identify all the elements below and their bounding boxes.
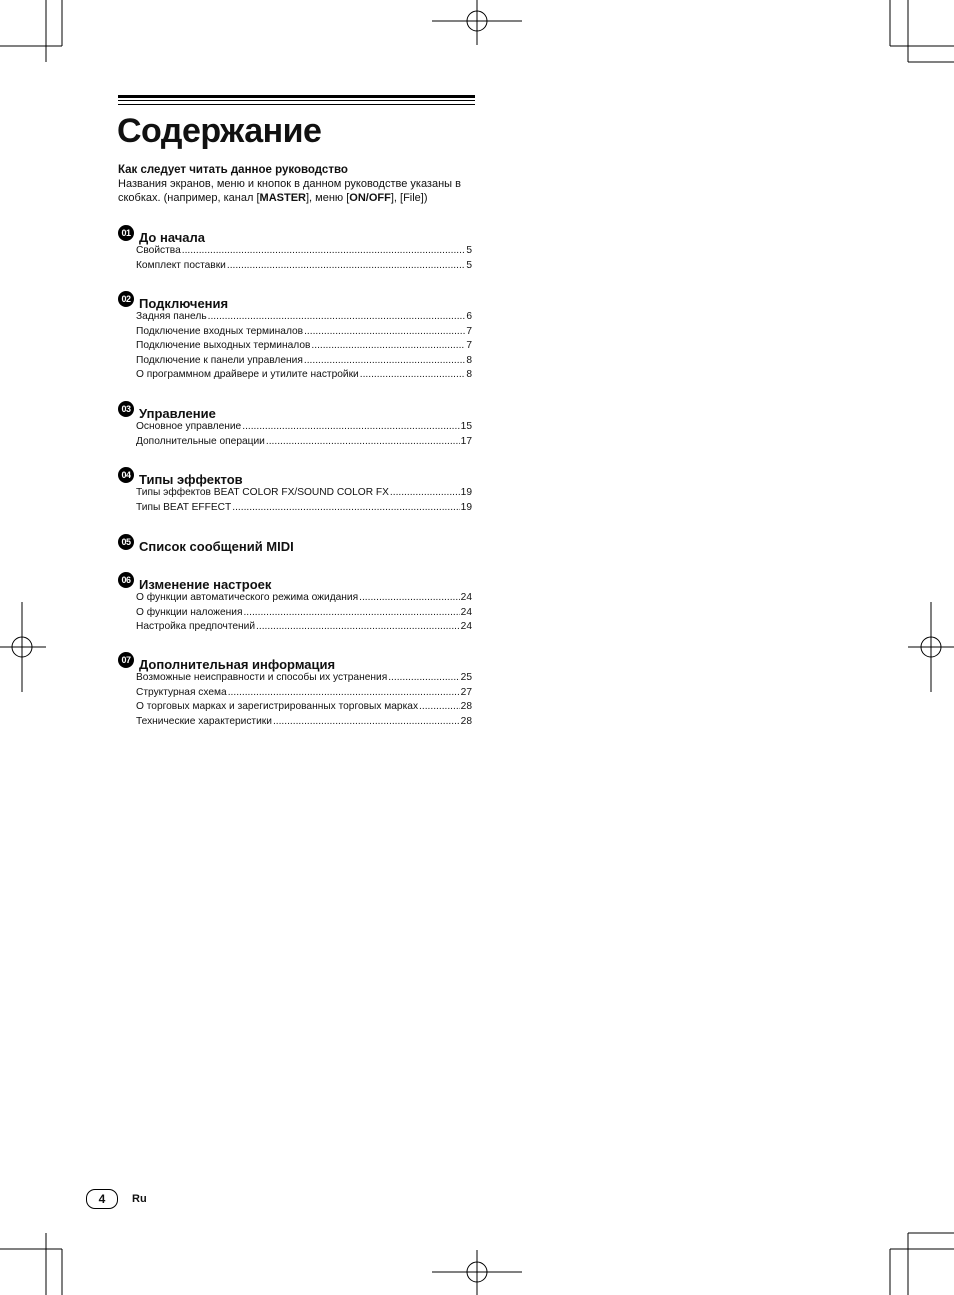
intro-block [118,163,478,205]
toc-entry[interactable] [136,715,472,730]
section-title: Список сообщений MIDI [139,538,294,554]
toc-entry[interactable] [136,486,472,501]
toc-entry-label: Технические характеристики [136,715,272,727]
toc-entry-page: 28 [460,701,472,712]
section-number-badge: 07 [118,652,134,668]
toc-entry[interactable] [136,325,472,340]
toc-section [118,292,474,383]
toc-entry[interactable] [136,259,472,274]
toc-entry[interactable] [136,354,472,369]
toc-entry[interactable] [136,368,472,383]
toc-entry-page: 19 [460,501,472,513]
intro-heading: Как следует читать данное руководство [118,164,348,176]
dot-leader [208,310,466,325]
toc-entry-label: Подключение входных терминалов [136,325,304,337]
section-heading[interactable] [118,653,474,671]
toc-entry-label: Комплект поставки [136,259,226,271]
toc-entry-label: О программном драйвере и утилите настройки [136,369,359,380]
toc-entry-label: Возможные неисправности и способы их устранения [136,672,388,683]
toc-entry-page: 24 [460,592,472,603]
toc-entry-label: Типы BEAT EFFECT [136,501,232,513]
toc-entry[interactable] [136,310,472,325]
toc-section [118,226,474,273]
section-entries [136,244,474,273]
section-heading[interactable] [118,402,474,420]
section-title: Изменение настроек [139,576,272,592]
dot-leader [228,686,460,701]
dot-leader [304,354,465,369]
section-heading[interactable] [118,292,474,310]
language-code: Ru [132,1193,147,1205]
section-entries [136,671,474,729]
toc-entry-page: 25 [460,672,472,683]
dot-leader [359,591,460,606]
dot-leader [273,715,460,730]
page-title: Содержание [117,112,322,150]
toc-entry-page: 19 [460,487,472,498]
intro-line2-c: ], меню [ [305,192,350,204]
intro-line2-onoff: ON/OFF [349,192,391,204]
toc-entry-label: О торговых марках и зарегистрированных торговых марках [136,701,419,712]
intro-text [118,177,478,205]
toc-entry[interactable] [136,591,472,606]
section-heading[interactable] [118,226,474,244]
toc-entry-label: Задняя панель [136,311,207,322]
section-heading[interactable] [118,535,474,553]
section-number-badge: 04 [118,467,134,483]
section-number-badge: 06 [118,572,134,588]
toc-entry-page: 5 [466,245,472,256]
toc-entry-page: 6 [466,311,472,322]
dot-leader [242,420,459,435]
toc-section [118,653,474,729]
section-entries [136,591,474,635]
intro-line2-a: скобках. (например, канал [ [118,192,260,204]
toc-entry-label: Настройка предпочтений [136,621,256,632]
toc-entry[interactable] [136,620,472,635]
toc-section [118,535,474,553]
toc-entry-page: 8 [466,369,472,380]
toc-entry-page: 7 [466,325,472,337]
toc-entry-label: О функции наложения [136,606,243,618]
header-rules [118,95,475,105]
intro-line2-master: MASTER [259,192,306,204]
toc-entry-label: О функции автоматического режима ожидания [136,592,359,603]
toc-section [118,468,474,515]
dot-leader [390,486,460,501]
section-number-badge: 01 [118,225,134,241]
section-entries [136,310,474,383]
dot-leader [388,671,459,686]
section-entries [136,420,474,449]
section-title: Дополнительная информация [139,656,336,672]
toc-entry-page: 5 [466,259,472,271]
toc-entry-label: Подключение к панели управления [136,354,303,366]
toc-entry[interactable] [136,501,472,516]
section-title: Типы эффектов [139,471,243,487]
section-heading[interactable] [118,468,474,486]
dot-leader [360,368,466,383]
toc-entry[interactable] [136,606,472,621]
section-title: Управление [139,405,216,421]
intro-line1: Названия экранов, меню и кнопок в данном руководстве указаны в [118,178,461,190]
toc-entry-page: 17 [460,435,472,447]
intro-line2-e: ], [File]) [390,192,428,204]
toc-entry[interactable] [136,339,472,354]
section-entries [136,486,474,515]
dot-leader [304,325,465,340]
toc-entry-label: Основное управление [136,421,242,432]
section-number-badge: 02 [118,291,134,307]
section-title: До начала [139,229,205,245]
toc-entry-page: 24 [460,621,472,632]
toc-section [118,402,474,449]
section-heading[interactable] [118,573,474,591]
section-number-badge: 03 [118,401,134,417]
page-number: 4 [86,1189,118,1209]
toc-entry-label: Свойства [136,245,181,256]
toc-section [118,573,474,635]
dot-leader [243,606,459,621]
toc-entry-label: Структурная схема [136,686,227,698]
dot-leader [227,259,465,274]
section-title: Подключения [139,295,229,311]
dot-leader [256,620,460,635]
toc-entry[interactable] [136,244,472,259]
toc-entry-page: 8 [466,354,472,366]
toc-entry-page: 27 [460,686,472,698]
toc-entry-label: Дополнительные операции [136,435,265,447]
toc-entry[interactable] [136,686,472,701]
dot-leader [266,435,460,450]
toc-entry[interactable] [136,700,472,715]
dot-leader [182,244,466,259]
section-number-badge: 05 [118,534,134,550]
dot-leader [311,339,465,354]
toc-entry-page: 28 [460,715,472,727]
dot-leader [419,700,460,715]
toc-entry[interactable] [136,420,472,435]
dot-leader [232,501,459,516]
toc-entry-page: 7 [466,340,472,351]
toc-entry-page: 15 [460,421,472,432]
toc-entry-label: Подключение выходных терминалов [136,340,311,351]
toc-entry-label: Типы эффектов BEAT COLOR FX/SOUND COLOR FX [136,487,389,498]
toc-entry[interactable] [136,435,472,450]
toc-entry-page: 24 [460,606,472,618]
toc-entry[interactable] [136,671,472,686]
